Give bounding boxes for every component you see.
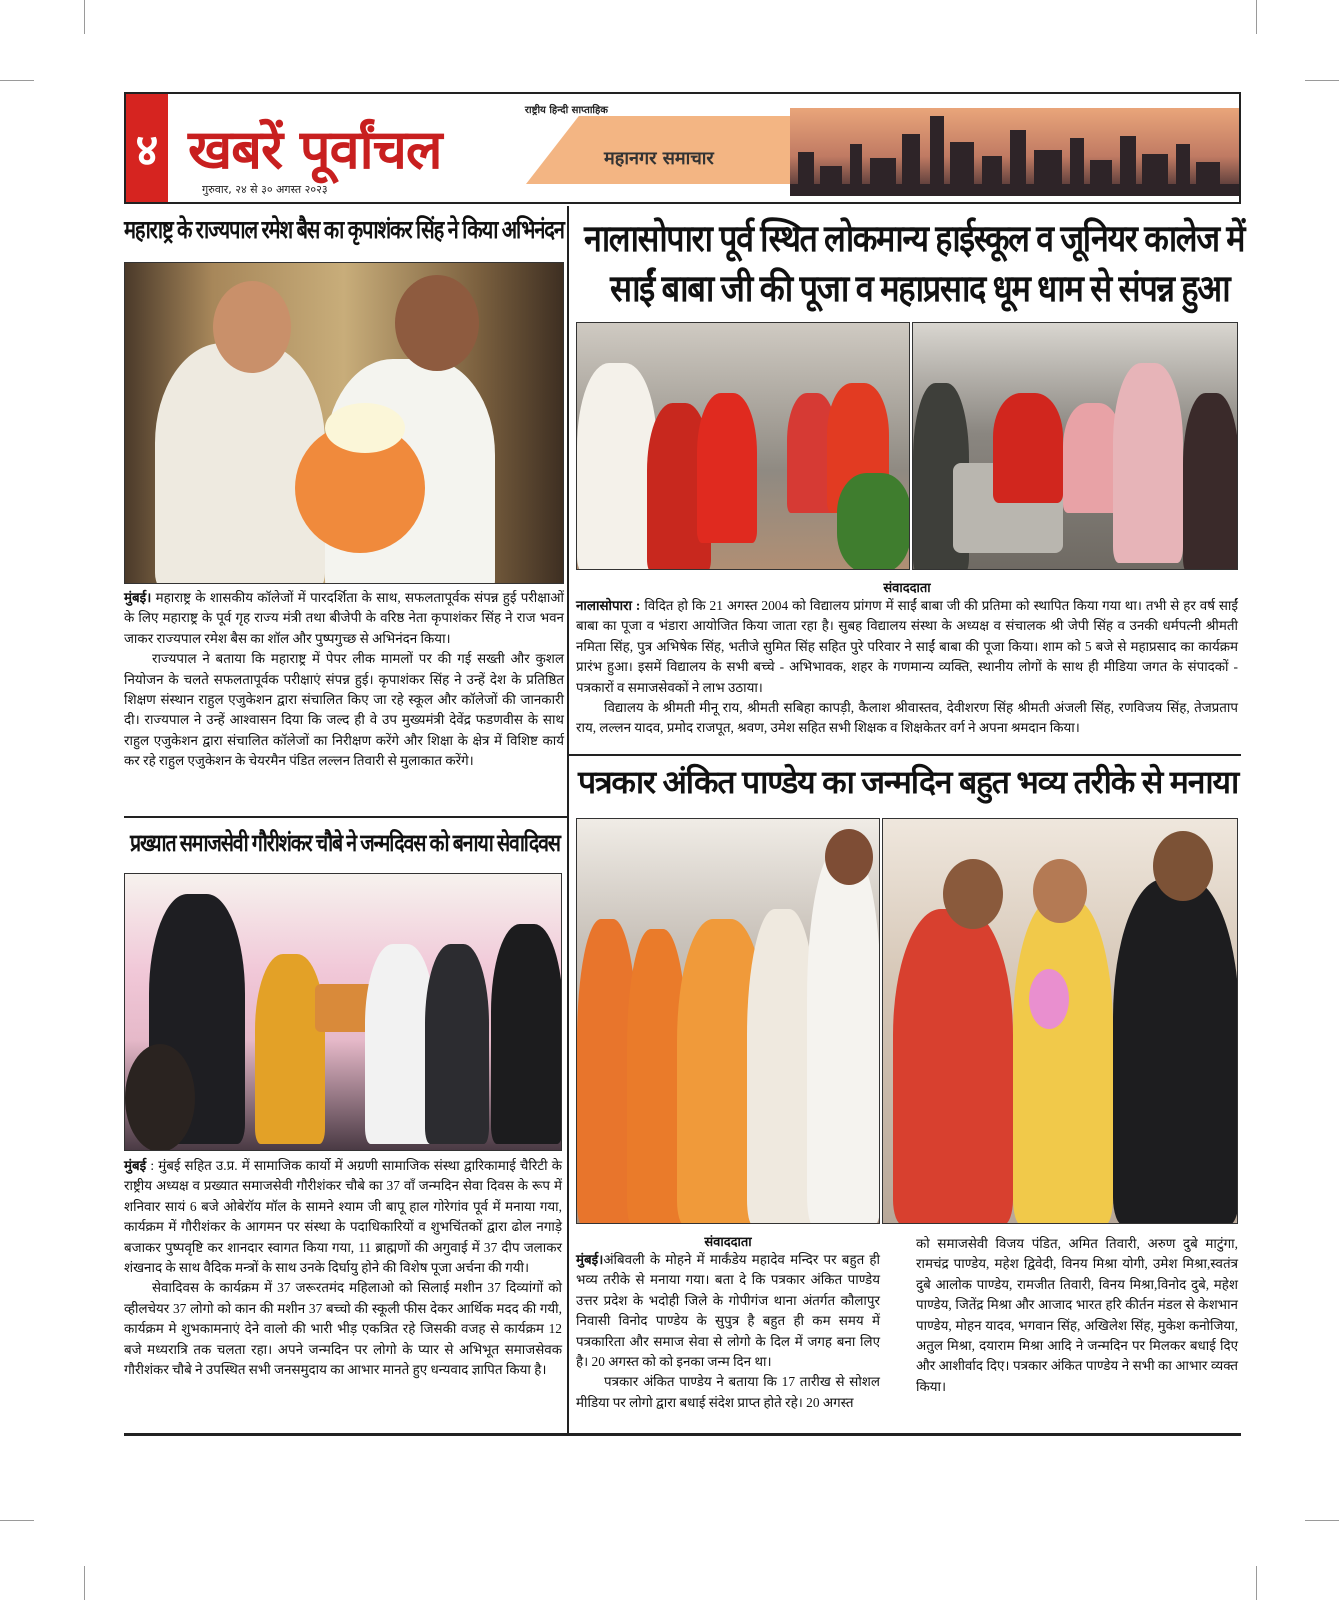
section-rule: [569, 754, 1241, 756]
section-label: महानगर समाचार: [604, 148, 714, 169]
story1-dateline: मुंबई।: [124, 590, 152, 605]
news-photo: [124, 262, 564, 584]
story4-col1-para1: अंबिवली के मोहने में मार्कंडेय महादेव मन्दिर पर बहुत ही भव्य तरीके से मनाया गया। बता दे कि पत्रकार अंकित पाण्डेय उत्तर प्रदेश के भदोही जिले के गोपीगंज थाना अंतर्गत कौलापुर निवासी विनोद पाण्डेय के सुपुत्र है बहुत ही कम समय में पत्रकारिता और समाज सेवा से लोगो के दिल में जगह बना लिए है। 20 अगस्त को को इनका जन्म दिन था।: [576, 1252, 880, 1370]
story4-byline: संवाददाता: [704, 1234, 752, 1249]
crop-mark: [1305, 1520, 1339, 1521]
story4-body-col2: [916, 1234, 1238, 1397]
story4-col1-para2: पत्रकार अंकित पाण्डेय ने बताया कि 17 तारीख से सोशल मीडिया पर लोगो द्वारा बधाई संदेश प्राप्त होते रहे। 20 अगस्त: [576, 1374, 880, 1410]
crop-mark: [0, 1520, 34, 1521]
page-number: ४: [126, 94, 168, 202]
story1-para2: राज्यपाल ने बताया कि महाराष्ट्र में पेपर लीक मामलों पर की गई सख्ती और कुशल नियोजन के चलते सफलतापूर्वक परीक्षाएं संपन्न हुई। कृपाशंकर सिंह ने उन्हें देश के प्रतिष्ठित शिक्षण संस्थान राहुल एजुकेशन द्वारा संचालित किए जा रहे स्कूल और कॉलेजों की जानकारी दी। राज्यपाल ने उन्हें आश्वासन दिया कि जल्द ही वे उप मुख्यमंत्री देवेंद्र फडणवीस के साथ राहुल एजुकेशन द्वारा संचालित कॉलेजों का निरीक्षण करेंगे और शिक्षा के क्षेत्र में विशिष्ट कार्य कर रहे राहुल एजुकेशन के चेयरमैन पंडित लल्लन तिवारी से मुलाकात करेंगे।: [124, 651, 564, 769]
story2-headline-line2: साईं बाबा जी की पूजा व महाप्रसाद धूम धाम से संपन्न हुआ: [610, 268, 1230, 309]
masthead: [124, 92, 1241, 204]
story2-dateline: नालासोपारा :: [576, 598, 641, 613]
story2-para2: विद्यालय के श्रीमती मीनू राय, श्रीमती सबिहा कापड़ी, कैलाश श्रीवास्तव, देवीशरण सिंह श्रीमती अंजली सिंह, रणविजय सिंह, तेजप्रताप राय, लल्लन यादव, प्रमोद राजपूत, श्रवण, उमेश सहित सभी शिक्षक व शिक्षकेतर वर्ग ने अपना श्रमदान किया।: [576, 700, 1238, 736]
crop-mark: [1256, 0, 1257, 34]
story1-para1: महाराष्ट्र के शासकीय कॉलेजों में पारदर्शिता के साथ, सफलतापूर्वक संपन्न हुई परीक्षाओं के लिए महाराष्ट्र के पूर्व गृह राज्य मंत्री तथा बीजेपी के वरिष्ठ नेता कृपाशंकर सिंह ने राज भवन जाकर राज्यपाल रमेश बैस का शॉल और पुष्पगुच्छ से अभिनंदन किया।: [124, 590, 564, 646]
story2-byline: संवाददाता: [883, 580, 931, 595]
crop-mark: [0, 80, 34, 81]
crop-mark: [84, 1566, 85, 1600]
issue-date: गुरुवार, २४ से ३० अगस्त २०२३: [202, 183, 328, 196]
news-photo: [124, 873, 562, 1151]
news-photo: [576, 818, 880, 1224]
story4-body-col1: [576, 1250, 880, 1413]
section-rule: [124, 816, 567, 818]
crop-mark: [1256, 1566, 1257, 1600]
story1-body: [124, 588, 564, 772]
story3-headline: प्रख्यात समाजसेवी गौरीशंकर चौबे ने जन्मदिवस को बनाया सेवादिवस: [130, 830, 560, 857]
news-photo: [576, 322, 910, 570]
skyline-photo: [790, 108, 1240, 196]
story2-headline-line1: नालासोपारा पूर्व स्थित लोकमान्य हाईस्कूल व जूनियर कालेज में: [584, 218, 1245, 259]
story4-headline: पत्रकार अंकित पाण्डेय का जन्मदिन बहुत भव्य तरीके से मनाया: [578, 764, 1239, 800]
story4-col2-para1: को समाजसेवी विजय पंडित, अमित तिवारी, अरुण दुबे माटुंगा, रामचंद्र पाण्डेय, महेश द्विवेदी, विनय मिश्रा योगी, उमेश मिश्रा,स्वतंत्र दुबे आलोक पाण्डेय, रामजीत तिवारी, विनय मिश्रा,विनोद दुबे, महेश पाण्डेय, जितेंद्र मिश्रा और आजाद भारत हरि कीर्तन मंडल से केशभान पाण्डेय, मोहन यादव, भगवान सिंह, अखिलेश सिंह, मुकेश कनोजिया, अतुल मिश्रा, दयाराम मिश्रा आदि ने जन्मदिन पर मिलकर बधाई दिए और आशीर्वाद दिए। पत्रकार अंकित पाण्डेय ने सभी का आभार व्यक्त किया।: [916, 1236, 1238, 1394]
news-photo: [882, 818, 1238, 1224]
story4-dateline: मुंबई।: [576, 1252, 604, 1267]
story2-para1: विदित हो कि 21 अगस्त 2004 को विद्यालय प्रांगण में साईं बाबा जी की प्रतिमा को स्थापित किया गया था। तभी से हर वर्ष साईं बाबा का पूजा व भंडारा आयोजित किया जाता रहा है। सुबह विद्यालय संस्था के अध्यक्ष व संचालक श्री जेपी सिंह व उनकी धर्मपत्नी श्रीमती नमिता सिंह, पुत्र अभिषेक सिंह, भतीजे सुमित सिंह सहित पुरे परिवार ने साईं बाबा की पूजा किया। शाम को 5 बजे से महाप्रसाद का कार्यक्रम प्रारंभ हुआ। इसमें विद्यालय के सभी बच्चे - अभिभावक, शहर के गणमान्य व्यक्ति, स्थानीय लोगों के साथ ही मीडिया जगत के संपादकों - पत्रकारों व समाजसेवकों ने लाभ उठाया।: [576, 598, 1238, 695]
story2-body: [576, 596, 1238, 739]
story3-body: [124, 1156, 562, 1380]
story1-headline: महाराष्ट्र के राज्यपाल रमेश बैस का कृपाशंकर सिंह ने किया अभिनंदन: [124, 216, 564, 244]
crop-mark: [1305, 80, 1339, 81]
news-photo: [912, 322, 1238, 570]
column-rule: [567, 206, 569, 1434]
story3-para2: सेवादिवस के कार्यक्रम में 37 जरूरतमंद महिलाओ को सिलाई मशीन 37 दिव्यांगों को व्हीलचेयर 37 लोगो को कान की मशीन 37 बच्चो की स्कूली फीस देकर आर्थिक मदद की गयी, कार्यक्रम मे शुभकामनाएं देने वालो की भारी भीड़ एकत्रित रहे जिसकी वजह से कार्यक्रम 12 बजे मध्यरात्रि तक चलता रहा। अपने जन्मदिन पर लोगो के प्यार से अभिभूत समाजसेवक गौरीशंकर चौबे ने उपस्थित सभी जनसमुदाय का आभार मानते हुए धन्यवाद ज्ञापित किया है।: [124, 1280, 562, 1378]
bottom-rule: [124, 1433, 1241, 1436]
brand-name: खबरें पूर्वांचल: [188, 117, 442, 181]
story3-para1: : मुंबई सहित उ.प्र. में सामाजिक कार्यो में अग्रणी सामाजिक संस्था द्वारिकामाई चैरिटी के राष्ट्रीय अध्यक्ष व प्रख्यात समाजसेवी गौरीशंकर चौबे का 37 वाँ जन्मदिन सेवा दिवस के रूप में शनिवार सायं 6 बजे ओबेरॉय मॉल के सामने श्याम जी बापू हाल गोरेगांव पूर्व में मनाया गया, कार्यक्रम में गौरीशंकर के आगमन पर संस्था के पदाधिकारियों व शुभचिंतकों द्वारा ढोल नगाड़े बजाकर पुष्पवृष्टि कर शानदार स्वागत किया गया, 11 ब्राह्मणों की अगुवाई में 37 दीप जलाकर शंखनाद के साथ वैदिक मन्त्रों के साथ उनके दिर्घायु होने की विशेष पूजा अर्चना की गयी।: [124, 1158, 562, 1276]
brand-tagline: राष्ट्रीय हिन्दी साप्ताहिक: [524, 105, 608, 116]
crop-mark: [84, 0, 85, 34]
story3-dateline: मुंबई: [124, 1158, 147, 1173]
